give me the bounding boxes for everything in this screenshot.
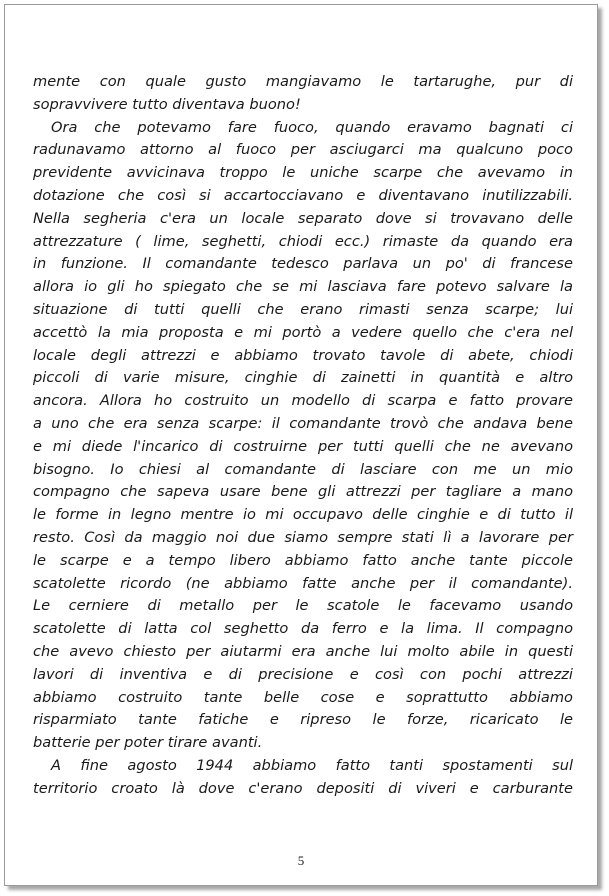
text-line: le forme in legno mentre io mi occupavo delle cinghie e di tutto il <box>33 506 573 524</box>
text-line: che avevo chiesto per aiutarmi era anche lui molto abile in questi <box>33 642 573 660</box>
text-line: attrezzature ( lime, seghetti, chiodi ecc.) rimaste da quando era <box>33 232 573 250</box>
text-line: Ora che potevamo fare fuoco, quando eravamo bagnati ci <box>51 118 573 136</box>
text-line: bisogno. Io chiesi al comandante di lasciare con me un mio <box>33 460 573 478</box>
text-line: lavori di inventiva e di precisione e così con pochi attrezzi <box>33 665 573 683</box>
text-line: resto. Così da maggio noi due siamo sempre stati lì a lavorare per <box>33 528 573 546</box>
text-line: e mi diede l'incarico di costruirne per tutti quelli che ne avevano <box>33 437 573 455</box>
text-line: Nella segheria c'era un locale separato dove si trovavano delle <box>33 209 573 227</box>
text-line: abbiamo costruito tante belle cose e soprattutto abbiamo <box>33 688 573 706</box>
text-line: risparmiato tante fatiche e ripreso le forze, ricaricato le <box>33 711 573 729</box>
text-line: radunavamo attorno al fuoco per asciugarci ma qualcuno poco <box>33 141 573 159</box>
text-line: A fine agosto 1944 abbiamo fatto tanti spostamenti sul <box>51 756 573 774</box>
text-line: sopravvivere tutto diventava buono! <box>33 95 301 113</box>
text-line: territorio croato là dove c'erano depositi di viveri e carburante <box>33 779 573 797</box>
document-page <box>4 4 598 886</box>
text-line: accettò la mia proposta e mi portò a vedere quello che c'era nel <box>33 323 573 341</box>
text-line: locale degli attrezzi e abbiamo trovato tavole di abete, chiodi <box>33 346 573 364</box>
text-line: compagno che sapeva usare bene gli attrezzi per tagliare a mano <box>33 483 573 501</box>
text-line: previdente avvicinava troppo le uniche scarpe che avevamo in <box>33 164 573 182</box>
text-line: scatolette di latta col seghetto da ferro e la lima. Il compagno <box>33 620 573 638</box>
text-line: mente con quale gusto mangiavamo le tartarughe, pur di <box>33 73 573 90</box>
text-line: piccoli di varie misure, cinghie di zainetti in quantità e altro <box>33 369 573 387</box>
text-line: a uno che era senza scarpe: il comandante trovò che andava bene <box>33 414 573 432</box>
text-line: allora io gli ho spiegato che se mi lasciava fare potevo salvare la <box>33 278 573 296</box>
text-line: dotazione che così si accartocciavano e diventavano inutilizzabili. <box>33 186 573 204</box>
text-line: batterie per poter tirare avanti. <box>33 734 263 752</box>
text-line: scatolette ricordo (ne abbiamo fatte anche per il comandante). <box>33 574 573 592</box>
text-line: ancora. Allora ho costruito un modello di scarpa e fatto provare <box>33 392 573 410</box>
text-line: situazione di tutti quelli che erano rimasti senza scarpe; lui <box>33 300 573 318</box>
text-line: in funzione. Il comandante tedesco parlava un po' di francese <box>33 255 573 273</box>
text-line: le scarpe e a tempo libero abbiamo fatto anche tante piccole <box>33 551 573 569</box>
body-text <box>33 71 573 801</box>
text-line: Le cerniere di metallo per le scatole le facevamo usando <box>33 597 573 615</box>
page-number: 5 <box>297 853 305 868</box>
